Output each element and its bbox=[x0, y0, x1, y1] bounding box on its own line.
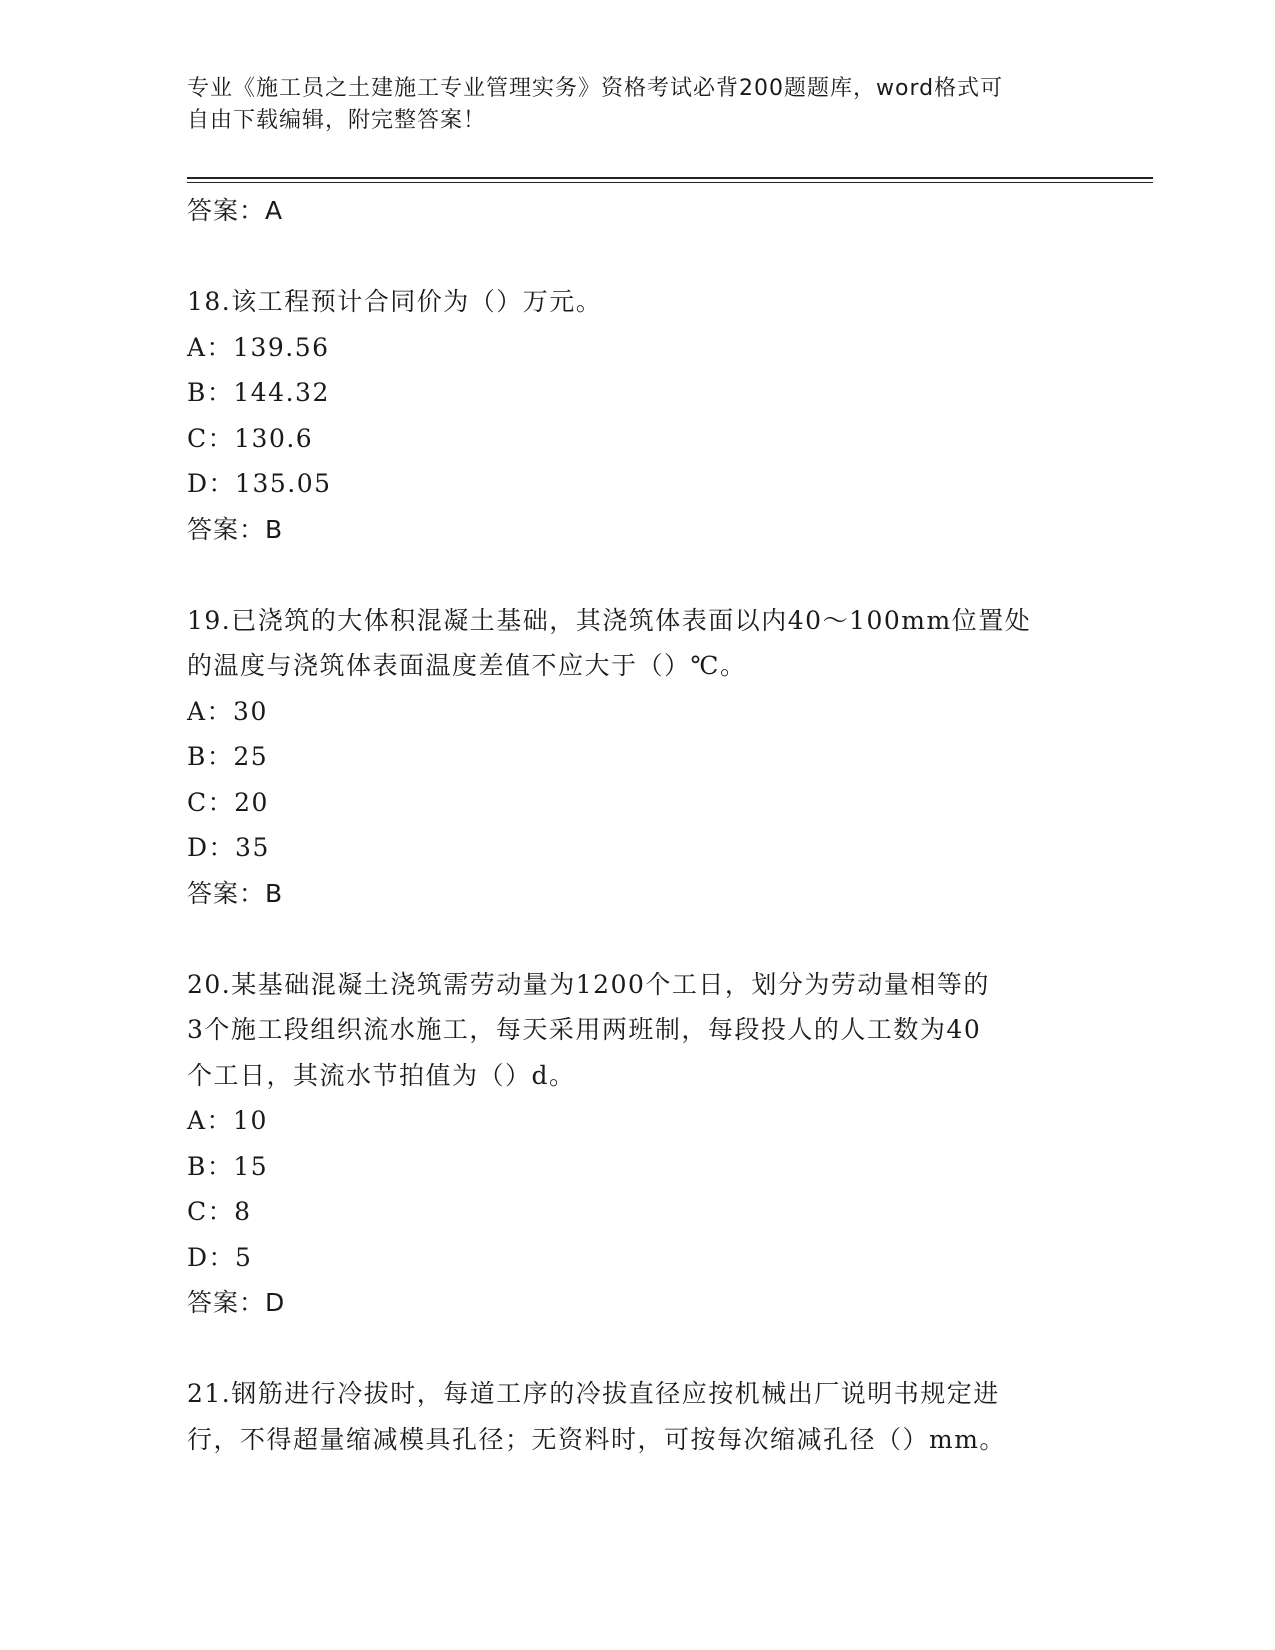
question-20 bbox=[187, 962, 1087, 1326]
question-19 bbox=[187, 598, 1087, 917]
header-divider-thick bbox=[187, 177, 1153, 179]
option-a: A：10 bbox=[187, 1106, 268, 1135]
question-text: 21.钢筋进行冷拔时，每道工序的冷拔直径应按机械出厂说明书规定进 bbox=[187, 1379, 1000, 1408]
option-d: D：35 bbox=[187, 833, 270, 862]
option-b: B：25 bbox=[187, 742, 269, 771]
question-text: 20.某基础混凝土浇筑需劳动量为1200个工日，划分为劳动量相等的 bbox=[187, 969, 990, 999]
answer-line: 答案：B bbox=[187, 514, 284, 544]
question-text: 3个施工段组织流水施工，每天采用两班制，每段投人的人工数为40 bbox=[187, 1015, 982, 1044]
option-c: C：20 bbox=[187, 787, 269, 817]
question-18 bbox=[187, 279, 1087, 552]
option-a: A：139.56 bbox=[187, 332, 330, 362]
question-21 bbox=[187, 1371, 1087, 1462]
option-b: B：15 bbox=[187, 1151, 269, 1181]
option-a: A：30 bbox=[187, 696, 268, 726]
question-text: 个工日，其流水节拍值为（）d。 bbox=[187, 1060, 576, 1090]
option-d: D：5 bbox=[187, 1242, 253, 1272]
option-c: C：130.6 bbox=[187, 423, 314, 453]
header-line-1: 专业《施工员之土建施工专业管理实务》资格考试必背200题题库，word格式可 bbox=[187, 76, 1004, 101]
answer-line: 答案：B bbox=[187, 878, 284, 908]
option-c: C：8 bbox=[187, 1197, 252, 1226]
answer-line: 答案：D bbox=[187, 1288, 286, 1317]
question-text: 的温度与浇筑体表面温度差值不应大于（）℃。 bbox=[187, 651, 747, 680]
document-header bbox=[187, 73, 1087, 137]
question-text: 18.该工程预计合同价为（）万元。 bbox=[187, 287, 603, 316]
question-list bbox=[187, 188, 1087, 1462]
header-line-2: 自由下载编辑，附完整答案！ bbox=[187, 108, 487, 133]
option-d: D：135.05 bbox=[187, 469, 332, 498]
header-divider-thin bbox=[187, 182, 1153, 183]
option-b: B：144.32 bbox=[187, 378, 330, 407]
question-text: 行，不得超量缩减模具孔径；无资料时，可按每次缩减孔径（）mm。 bbox=[187, 1424, 1006, 1454]
question-text: 19.已浇筑的大体积混凝土基础，其浇筑体表面以内40～100mm位置处 bbox=[187, 605, 1032, 635]
answer-line: 答案：A bbox=[187, 196, 284, 225]
